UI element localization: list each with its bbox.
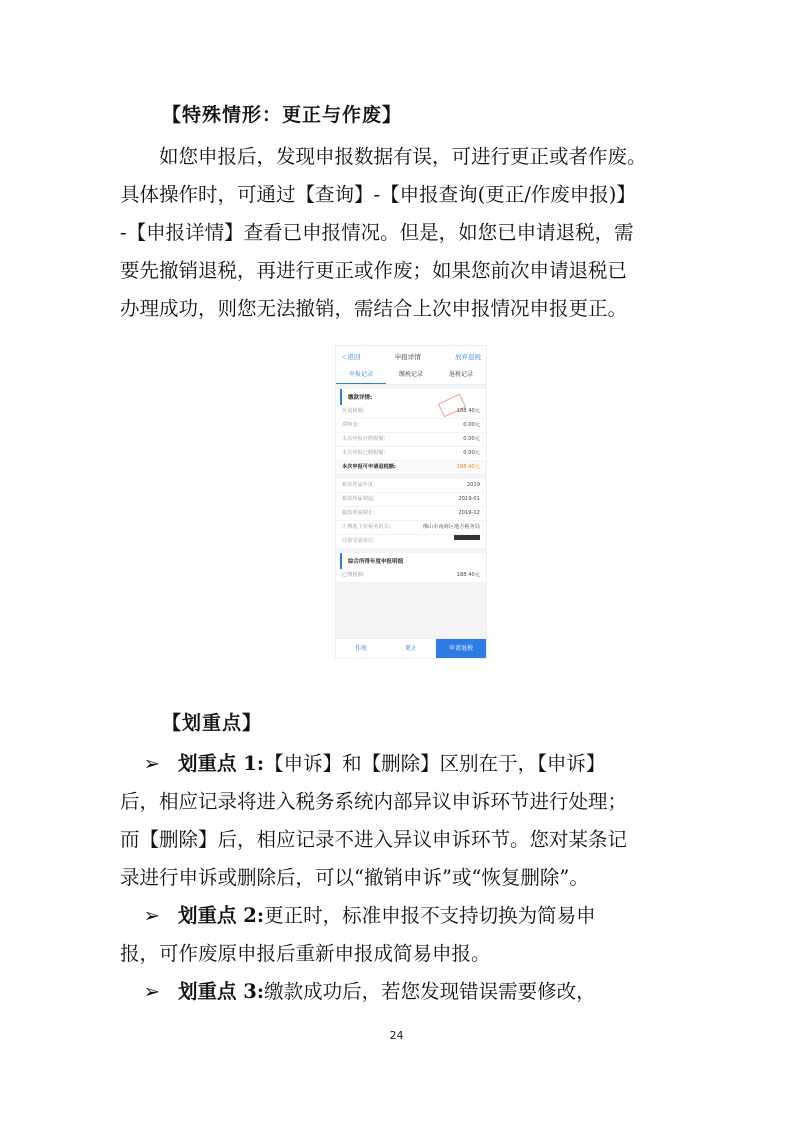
key-point-line — [120, 973, 676, 1011]
tab-refund-records[interactable]: 退税记录 — [448, 371, 473, 378]
section-heading-special: 【特殊情形：更正与作废】 — [162, 104, 403, 126]
abandon-refund-link[interactable]: 放弃退税 — [455, 352, 481, 361]
phone-title: 申报详情 — [394, 352, 421, 361]
bullet-arrow-icon: ➢ — [143, 904, 160, 927]
refundable-amount-row: 本次申报可申请退税额: 188.40元 — [336, 461, 486, 475]
correct-button[interactable]: 更正 — [386, 638, 436, 658]
redacted-bar — [454, 535, 480, 540]
key-point-label: 划重点 3: — [178, 980, 265, 1003]
tab-declaration-records[interactable]: 申报记录 — [336, 366, 386, 384]
paragraph-line: 如您申报后，发现申报数据有误，可进行更正或者作废。 — [159, 145, 647, 168]
section-title: 缴款详情: — [340, 389, 486, 405]
detail-row: 本次申报已缴税额: 0.00元 — [336, 447, 486, 461]
paragraph-line: -【申报详情】查看已申报情况。但是，如您已申请退税，需 — [120, 221, 634, 244]
back-link[interactable]: ＜返回 — [341, 352, 361, 361]
detail-row: 税款所属期止: 2019-12 — [336, 507, 486, 521]
paragraph-line: 录进行申诉或删除后，可以“撤销申诉”或“恢复删除”。 — [120, 866, 589, 889]
section-title: 综合所得年度申报明细 — [340, 553, 486, 569]
paragraph-line: 而【删除】后，相应记录不进入异议申诉环节。您对某条记 — [120, 828, 628, 851]
bullet-arrow-icon: ➢ — [143, 980, 160, 1003]
declaration-detail-screenshot — [335, 345, 487, 659]
detail-row: 任职受雇单位: — [336, 535, 486, 549]
detail-row: 税款所属期起: 2019-01 — [336, 493, 486, 507]
phone-action-bar — [336, 638, 486, 658]
void-button[interactable]: 作废 — [336, 638, 386, 658]
detail-row: 税款所属年度: 2019 — [336, 479, 486, 493]
detail-row: 汇缴地主管税务机关: 佛山市南海区地方税务局 — [336, 521, 486, 535]
detail-row: 已缴税额: 188.40元 — [336, 569, 486, 583]
phone-header — [336, 346, 486, 366]
period-section — [336, 479, 486, 549]
tab-payment-records[interactable]: 缴税记录 — [398, 371, 423, 378]
paragraph-line: 报，可作废原申报后重新申报成简易申报。 — [120, 942, 491, 965]
paragraph-line: 要先撤销退税，再进行更正或作废；如果您前次申请退税已 — [120, 259, 628, 282]
paragraph-line: 后，相应记录将进入税务系统内部异议申诉环节进行处理； — [120, 790, 628, 813]
key-point-text: 更正时，标准申报不支持切换为简易申 — [264, 904, 596, 927]
key-point-text: 缴款成功后，若您发现错误需要修改， — [264, 980, 596, 1003]
key-point-line — [120, 745, 676, 783]
phone-tabs — [336, 366, 486, 385]
key-point-label: 划重点 2: — [178, 904, 265, 927]
section-paragraph-special — [120, 138, 676, 328]
detail-row: 应退税额: 188.40元 — [336, 405, 486, 419]
bullet-arrow-icon: ➢ — [143, 752, 160, 775]
detail-row: 本次申报应缴税额: 0.00元 — [336, 433, 486, 447]
key-point-line — [120, 897, 676, 935]
section-heading-key-points: 【划重点】 — [162, 712, 263, 734]
detail-row: 滞纳金: 0.00元 — [336, 419, 486, 433]
paragraph-line: 具体操作时，可通过【查询】-【申报查询(更正/作废申报)】 — [120, 183, 636, 206]
page-number: 24 — [389, 1029, 404, 1042]
key-point-text: 【申诉】和【删除】区别在于，【申诉】 — [264, 752, 606, 775]
annual-summary-section — [336, 553, 486, 583]
key-point-label: 划重点 1: — [178, 752, 265, 775]
apply-refund-button[interactable]: 申请退税 — [436, 638, 486, 658]
paragraph-line: 办理成功，则您无法撤销，需结合上次申报情况申报更正。 — [120, 297, 628, 320]
key-points-paragraph — [120, 745, 676, 1011]
